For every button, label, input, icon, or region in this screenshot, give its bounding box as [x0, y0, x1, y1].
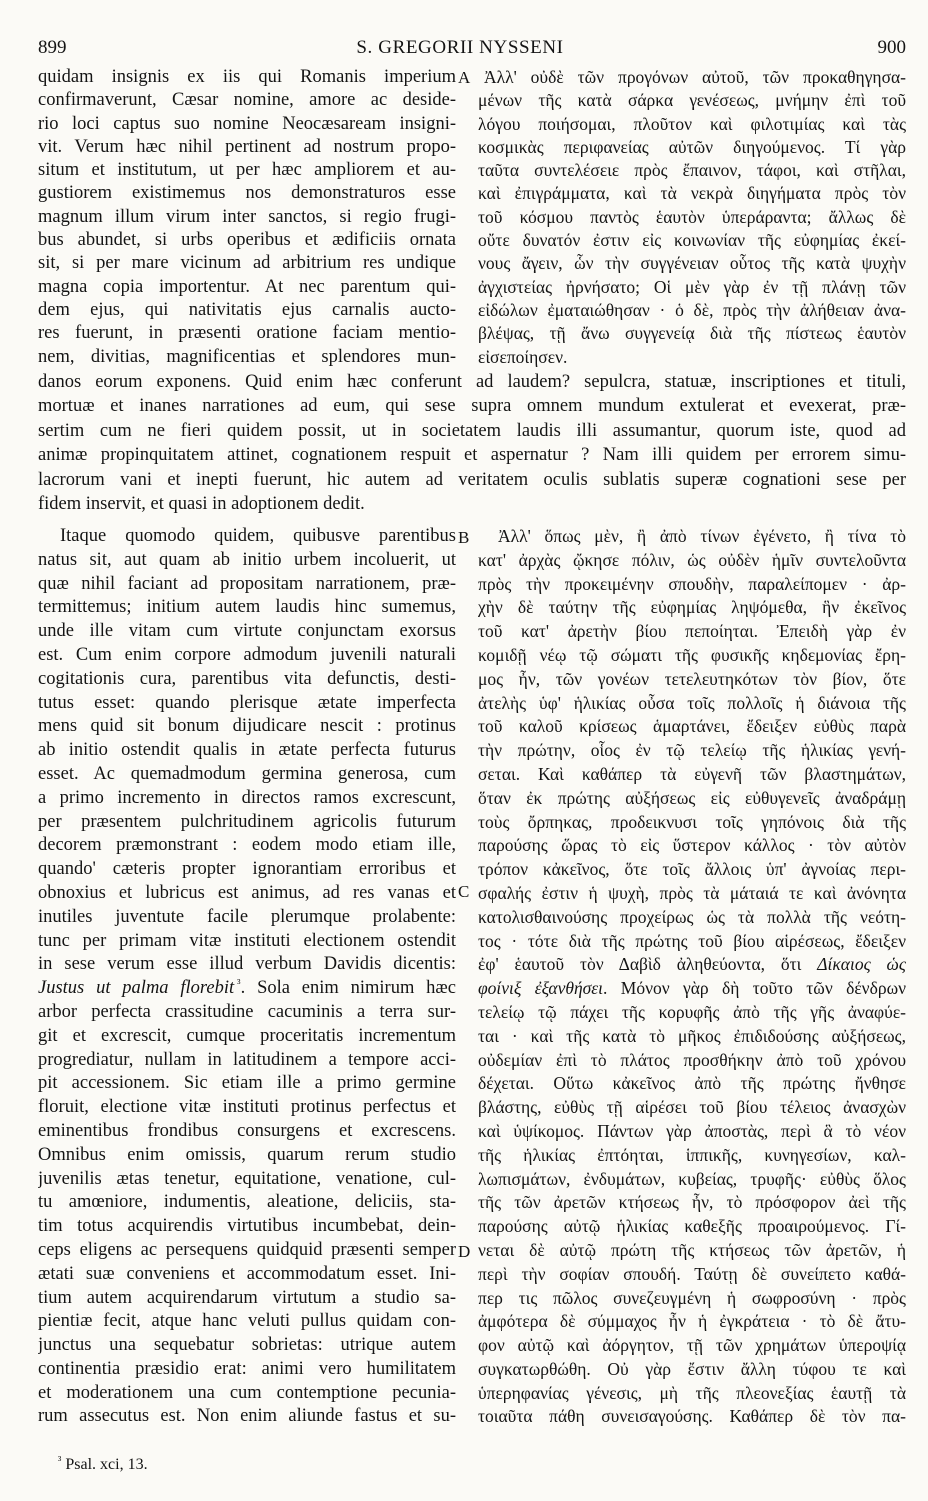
greek-line: βλέψας, τῇ ἄνω συγγενείᾳ διὰ τῆς πίστεως ἑαυτὸν: [478, 323, 906, 344]
latin-line: bus abundet, si urbs operibus et ædificiis ornata: [38, 230, 456, 251]
latin-line: tu amœniore, indumentis, aleatione, deliciis, sta-: [38, 1192, 456, 1213]
greek-line: οὐδεμίαν ἐπὶ τὸ πλάτος προσθήκην ἀπὸ τοῦ χρόνου: [478, 1049, 906, 1070]
greek-line: κατολισθαινούσης προχείρως ὡς τὰ πολλὰ τῆς νεότη-: [478, 906, 906, 927]
greek-line: εἰσεποίησεν.: [478, 346, 568, 367]
latin-line: rum assecutus est. Non enim aliunde fastus et su-: [38, 1406, 456, 1427]
greek-line: δέχεται. Οὕτω κἀκεῖνος ἀπὸ τῆς πρώτης ἤνθησε: [478, 1073, 906, 1094]
latin-line: confirmaverunt, Cæsar nomine, amore ac deside-: [38, 90, 456, 111]
greek-line: φον αὐτῷ καὶ ἀόργητον, τῇ τῶν χρημάτων ὑπεροψίᾳ: [478, 1335, 906, 1356]
section-marker-a: A: [458, 68, 471, 87]
greek-line: καὶ ἐπιγράμματα, καὶ τὰ νεκρὰ διηγήματα πρὸς τὸν: [478, 183, 906, 204]
latin-line: situm et institutum, ut per hæc ampliorem et au-: [38, 160, 456, 181]
greek-line: [478, 977, 906, 1001]
greek-line: Ἀλλ' ὅπως μὲν, ἢ ἀπὸ τίνων ἐγένετο, ἢ τίνα τὸ: [498, 526, 906, 546]
greek-line: τοιαῦτα πάθη συνεισαγούσης. Καθάπερ δὲ τὸν πα-: [478, 1406, 906, 1427]
latin-line: res fuerunt, in præsenti oratione faciam mentio-: [38, 323, 456, 344]
latin-line: quæ nihil faciant ad propositam narrationem, præ-: [38, 573, 456, 594]
latin-line: sit, si per mare vicinum ad arbitrium res undique: [38, 253, 456, 274]
latin-column-top: [38, 66, 456, 369]
greek-line: ἀτελὴς ὑφ' ἡλικίας οὖσα τοῖς πολλοῖς ἡ διάνοια τῆς: [478, 692, 906, 713]
greek-line: νους ἄγειν, ὧν τὴν συγγένειαν οὗτος τῆς κατὰ ψυχὴν: [478, 253, 906, 274]
latin-column-bottom: [38, 525, 456, 1429]
latin-line: magnum illum virum inter sanctos, si regio frugi-: [38, 206, 456, 227]
latin-line: magna copia importentur. At nec parentum qui-: [38, 276, 456, 297]
greek-line: ὑπερηφανίας γένεσις, μὴ τῆς πλεονεξίας ἑαυτῇ τὰ: [478, 1382, 906, 1403]
latin-line: obnoxius et lubricus est animus, ad res vanas et: [38, 882, 456, 903]
latin-line: tium autem acquirendarum virtutum a studio sa-: [38, 1287, 456, 1308]
greek-line: κατ' ἀρχὰς ᾤκησε πόλιν, ὡς οὐδὲν ἡμῖν συντελοῦντα: [478, 549, 906, 570]
greek-line: μος ἦν, τῶν γονέων τετελευτηκότων τὸν βίον, ὅτε: [478, 668, 906, 689]
greek-line: εἰδώλων ἐματαιώθησαν · ὁ δὲ, πρὸς τὴν ἀλήθειαν ἀνα-: [478, 299, 906, 320]
greek-line: τοὺς ὄρπηκας, προδεικνυσι τοῖς γηπόνοις διὰ τῆς: [478, 811, 906, 832]
greek-line: σφαλής ἐστιν ἡ ψυχὴ, πρὸς τὰ μάταιά τε καὶ ἀνόνητα: [478, 882, 906, 903]
greek-line: [478, 953, 906, 977]
footnote-reference: ³: [237, 978, 241, 991]
latin-line: inutiles juventute facile plerumque prolabente:: [38, 906, 456, 927]
latin-line: et moderationem una cum contemptione pecunia-: [38, 1382, 456, 1403]
section-marker-c: C: [458, 882, 470, 901]
latin-line: pit accessionem. Sic etiam ille a primo germine: [38, 1073, 456, 1094]
latin-line: gustiorem existimemus nos demonstraturos esse: [38, 183, 456, 204]
text-run: . Sola enim nimirum hæc: [240, 978, 456, 999]
latin-line: nem, divitias, magnificentias et splendores mun-: [38, 346, 456, 367]
latin-line: in sese verum esse illud verbum Davidis dicentis:: [38, 954, 456, 975]
italic-run: φοίνιξ ἐξανθήσει: [478, 978, 604, 999]
latin-line: dem ejus, qui nativitatis ejus carnalis aucto-: [38, 299, 456, 320]
greek-line: λόγου ποιήσομαι, πλοῦτον καὶ φιλοτιμίας καὶ τὰς: [478, 113, 906, 134]
greek-line: ται · καὶ τῆς κατὰ τὸ μῆκος ἐπιδιδούσης αὐξήσεως,: [478, 1025, 906, 1046]
latin-line: decorem præmonstrant : eodem modo etiam ille,: [38, 835, 456, 856]
greek-line: κομιδῇ νέῳ τῷ σώματι τῆς φυσικῆς κηδεμονίας ἔρη-: [478, 644, 906, 665]
greek-line: τελείῳ τῷ πάχει τῆς κορυφῆς ἀπὸ τῆς γῆς ἀναφύε-: [478, 1001, 906, 1022]
greek-line: τος · τότε διὰ τῆς πρώτης τοῦ βίου αἱρέσεως, ἔδειξεν: [478, 930, 906, 951]
latin-line: per præsentem pulchritudinem agricolis futurum: [38, 811, 456, 832]
greek-line: χὴν δὲ ταύτην τῆς εὐφημίας ληψόμεθα, ἣν ἐκεῖνος: [478, 597, 906, 618]
section-marker-b: B: [458, 528, 470, 547]
footnote: [58, 1451, 148, 1475]
latin-line: Itaque quomodo quidem, quibusve parentibus: [60, 526, 456, 546]
latin-line: lacrorum vani et inepti fuerunt, hic autem ad veritatem oculis sublatis superæ cognationi sese per: [38, 469, 906, 490]
latin-line: eminentibus frondibus consurgens et excrescens.: [38, 1120, 456, 1141]
greek-line: τῆς ἡλικίας ἐπτόηται, ἱππικῆς, κυνηγεσίων, καλ-: [478, 1144, 906, 1165]
latin-line: ætati suæ conveniens et accommodatum esset. Ini-: [38, 1263, 456, 1284]
italic-run: Justus ut palma florebit: [38, 978, 235, 999]
latin-line: est. Cum enim corpore admodum juvenili naturali: [38, 644, 456, 665]
latin-line: tutus esset: quando plerisque ætate imperfecta: [38, 692, 456, 713]
greek-line: περὶ τὴν σοφίαν σπουδή. Ταύτῃ δὲ συνείπετο καθά-: [478, 1263, 906, 1284]
latin-line: git et excrescit, cumque proceritatis incrementum: [38, 1025, 456, 1046]
greek-line: τρόπον κἀκεῖνος, ὅτε τοῖς ἄλλοις ὑπ' ἀγνοίας περι-: [478, 859, 906, 880]
latin-line: danos eorum exponens. Quid enim hæc conferunt ad laudem? sepulcra, statuæ, inscriptiones et tituli,: [38, 372, 906, 392]
footnote-mark: ³: [58, 1455, 62, 1467]
latin-line: vit. Verum hæc nihil pertinent ad nostrum propo-: [38, 136, 456, 157]
latin-line: junctus una sequebatur sobrietas: utrique autem: [38, 1335, 456, 1356]
latin-line: unde ille vitam cum virtute conjunctam exorsus: [38, 621, 456, 642]
greek-column-top: [478, 66, 906, 369]
greek-line: σεται. Καὶ καθάπερ τὰ εὐγενῆ τῶν βλαστημάτων,: [478, 763, 906, 784]
latin-line: quidam insignis ex iis qui Romanis imperium: [38, 67, 456, 87]
latin-line: Omnibus enim omissis, quarum rerum studio: [38, 1144, 456, 1165]
greek-line: παρούσης αὐτῷ ἡλικίας καθεξῆς προαιρούμενος. Γί-: [478, 1216, 906, 1237]
greek-line: ἀγχιστείας ἠρνήσατο; Οἱ μὲν γὰρ ἐν τῇ πλάνῃ τῶν: [478, 276, 906, 297]
latin-line: fidem inservit, et quasi in adoptionem dedit.: [38, 494, 365, 515]
latin-line: a primo incremento in directos ramos excrescunt,: [38, 787, 456, 808]
latin-line: animæ propinquitatem attinet, cognationem respuit et aspernatur ? Nam illi quidem per errorem simu-: [38, 445, 906, 466]
text-run: ἐφ' ἑαυτοῦ τὸν Δαβὶδ ἀληθεύοντα, ὅτι: [478, 954, 818, 975]
greek-line: ἀμφότερα δὲ σύμμαχος ἦν ἡ ἐγκράτεια · τὸ δὲ ἄτυ-: [478, 1311, 906, 1332]
greek-line: λωπισμάτων, ἐνδυμάτων, κυβείας, τρυφῆς· εὐθὺς ὅλος: [478, 1168, 906, 1189]
latin-line: quando' cæteris propter ignorantiam erroribus et: [38, 859, 456, 880]
latin-line: continentia præsidio erat: animi vero humilitatem: [38, 1358, 456, 1379]
greek-line: περ τις πῶλος συνεζευγμένη ἡ σωφροσύνη · πρὸς: [478, 1287, 906, 1308]
latin-line: ab initio ostendit qualis in ætate perfecta futurus: [38, 740, 456, 761]
greek-line: συγκατωρθώθη. Οὐ γὰρ ἔστιν ἄλλη τύφου τε καὶ: [478, 1358, 906, 1379]
greek-line: ὅταν ἐκ πρώτης αὐξήσεως εἰς εὐθυγενεῖς ἀναδράμῃ: [478, 787, 906, 808]
section-marker-d: D: [458, 1242, 471, 1261]
latin-line: arbor perfecta crassitudine cacuminis a terra sur-: [38, 1001, 456, 1022]
greek-line: Ἀλλ' οὐδὲ τῶν προγόνων αὐτοῦ, τῶν προκαθηγησα-: [484, 67, 906, 87]
greek-line: τὴν πρώτην, οἷος ἐν τῷ τελείῳ τῆς ἡλικίας γενή-: [478, 740, 906, 761]
latin-line: mortuæ et inanes narrationes ad eum, qui sese supra omnem mundum extulerat et evexerat, præ-: [38, 396, 906, 417]
page-number-right: 900: [877, 37, 906, 58]
italic-run: Δίκαιος ὡς: [817, 954, 906, 975]
latin-line: progrediatur, nullam in latitudinem a tempore acci-: [38, 1049, 456, 1070]
latin-full-width-paragraph: [38, 370, 906, 516]
latin-line: ceps eligens ac persequens quidquid præsenti semper: [38, 1239, 456, 1260]
greek-line: τοῦ κόσμου παντὸς ἑαυτὸν ὑπεράραντα; ἄλλως δὲ: [478, 206, 906, 227]
greek-line: οὔτε δυνατόν ἐστιν εἰς κοινωνίαν τῆς εὐφημίας ἐκεί-: [478, 230, 906, 251]
footnote-text: Psal. xci, 13.: [65, 1456, 148, 1474]
latin-line: floruit, electione vitæ instituti protinus perfectus et: [38, 1097, 456, 1118]
latin-line: tim totus acquirendis virtutibus incumbebat, dein-: [38, 1216, 456, 1237]
latin-line: tunc per primam vitæ instituti electionem ostendit: [38, 930, 456, 951]
greek-line: νεται δὲ αὐτῷ πρώτη τῆς κτήσεως τῶν ἀρετῶν, ἡ: [478, 1239, 906, 1260]
latin-line: [38, 977, 456, 1001]
page-number-left: 899: [38, 37, 67, 58]
latin-line: mens quid sit bonum dijudicare nescit : protinus: [38, 716, 456, 737]
greek-line: κοσμικὰς περιφανείας αὐτῶν διηγούμενος. Τί γὰρ: [478, 136, 906, 157]
greek-line: τοῦ καλοῦ κρίσεως ἁμαρτάνει, ἔδειξεν εὐθὺς παρὰ: [478, 716, 906, 737]
latin-line: sertim cum ne fieri quidem possit, ut in societatem laudis illi assumantur, quorum iste, quod ad: [38, 420, 906, 441]
latin-line: esset. Ac quemadmodum germina generosa, cum: [38, 763, 456, 784]
latin-line: juvenilis ætas tenetur, equitatione, venatione, cul-: [38, 1168, 456, 1189]
latin-line: termittemus; initium autem laudis hinc sumemus,: [38, 597, 456, 618]
latin-line: rio loci captus suo nomine Neocæsaream insigni-: [38, 113, 456, 134]
latin-line: natus sit, aut quam ab initio urbem incoluerit, ut: [38, 549, 456, 570]
greek-line: καὶ ὑψίκομος. Πάντων γὰρ ἀποστὰς, περὶ ἃ τὸ νέον: [478, 1120, 906, 1141]
latin-line: cogitationis cura, parentibus vita defunctis, desti-: [38, 668, 456, 689]
latin-line: pientiæ fecit, atque hanc veluti pullus quidam con-: [38, 1311, 456, 1332]
greek-column-bottom: [478, 525, 906, 1429]
running-title: S. GREGORII NYSSENI: [356, 37, 564, 58]
greek-line: μένων τῆς κατὰ σάρκα γενέσεως, μνήμην ἐπὶ τοῦ: [478, 90, 906, 111]
greek-line: ταῦτα συντελέσειε πρὸς ἔπαινον, τάφοι, καὶ στῆλαι,: [478, 160, 906, 181]
greek-line: βλάστης, εὐθὺς τῇ αἱρέσει τοῦ βίου τέλειος ἀνασχὼν: [478, 1097, 906, 1118]
greek-line: πρὸς τὴν προκειμένην σπουδὴν, παραλείπομεν · ἀρ-: [478, 573, 906, 594]
greek-line: τῆς τῶν ἀρετῶν κτήσεως ἦν, τὸ πρόσφορον ἀεὶ τῆς: [478, 1192, 906, 1213]
greek-line: τοῦ κατ' ἀρετὴν βίου πεποίηται. Ἐπειδὴ γὰρ ἐν: [478, 621, 906, 642]
greek-line: παρούσης ὥρας τὸ εἰς ὕστερον κάλλος · τὸν αὐτὸν: [478, 835, 906, 856]
text-run: . Μόνον γὰρ δὴ τοῦτο τῶν δένδρων: [603, 978, 906, 999]
